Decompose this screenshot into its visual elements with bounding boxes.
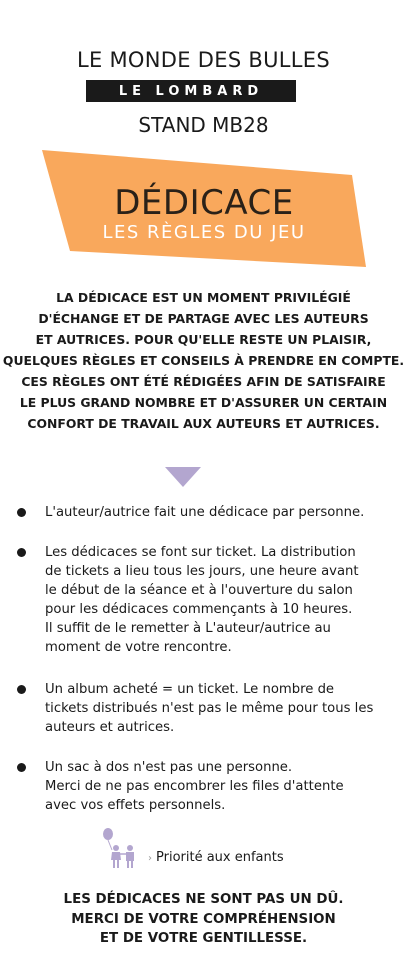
children-balloon-icon [100, 828, 144, 870]
rule-line: Un sac à dos n'est pas une personne. [45, 760, 293, 775]
chevron-right-icon: › [148, 853, 152, 864]
intro-line: D'ÉCHANGE ET DE PARTAGE AVEC LES AUTEURS [38, 311, 369, 326]
intro-line: QUELQUES RÈGLES ET CONSEILS À PRENDRE EN COMPTE. [2, 353, 405, 368]
priority-note [100, 828, 340, 868]
rule-line: Il suffit de le remetter à L'auteur/autrice au [45, 621, 331, 636]
bullet-icon [17, 548, 26, 557]
stand-label: STAND MB28 [138, 113, 269, 137]
rule-item [15, 758, 344, 815]
rule-line: Les dédicaces se font sur ticket. La distribution [45, 545, 356, 560]
rule-line: pour les dédicaces commençants à 10 heures. [45, 602, 353, 617]
bullet-icon [17, 508, 26, 517]
publisher-logo: LE LOMBARD [86, 80, 296, 102]
priority-label [148, 850, 284, 865]
closing-line: LES DÉDICACES NE SONT PAS UN DÛ. [63, 892, 344, 907]
bullet-icon [17, 763, 26, 772]
rule-item [15, 543, 359, 657]
rule-line: Un album acheté = un ticket. Le nombre de [45, 682, 335, 697]
closing-message [0, 890, 407, 949]
rule-line: Merci de ne pas encombrer les files d'attente [45, 779, 344, 794]
intro-line: CONFORT DE TRAVAIL AUX AUTEURS ET AUTRICES. [27, 416, 380, 431]
rule-line: moment de votre rencontre. [45, 640, 232, 655]
rule-line: le début de la séance et à l'ouverture du salon [45, 583, 353, 598]
intro-line: CES RÈGLES ONT ÉTÉ RÉDIGÉES AFIN DE SATISFAIRE [21, 374, 386, 389]
closing-line: MERCI DE VOTRE COMPRÉHENSION [71, 911, 336, 927]
rule-line: auteurs et autrices. [45, 720, 175, 735]
rule-line: tickets distribués n'est pas le même pour tous les [45, 701, 374, 716]
rule-item [15, 503, 364, 522]
rule-line: avec vos effets personnels. [45, 798, 226, 813]
intro-paragraph [0, 287, 407, 434]
banner-title: DÉDICACE [114, 183, 294, 223]
priority-text: Priorité aux enfants [156, 850, 284, 865]
title-banner [42, 150, 366, 267]
triangle-down-icon [165, 467, 201, 487]
intro-line: LE PLUS GRAND NOMBRE ET D'ASSURER UN CERTAIN [19, 395, 388, 410]
intro-line: LA DÉDICACE EST UN MOMENT PRIVILÉGIÉ [56, 290, 351, 305]
rule-line: de tickets a lieu tous les jours, une heure avant [45, 564, 359, 579]
closing-line: ET DE VOTRE GENTILLESSE. [99, 931, 308, 946]
banner-subtitle: LES RÈGLES DU JEU [102, 222, 306, 243]
bullet-icon [17, 685, 26, 694]
intro-line: ET AUTRICES. POUR QU'ELLE RESTE UN PLAISIR, [35, 332, 372, 347]
rule-item [15, 680, 373, 737]
event-title: LE MONDE DES BULLES [76, 48, 331, 72]
rule-line: L'auteur/autrice fait une dédicace par personne. [45, 505, 365, 520]
